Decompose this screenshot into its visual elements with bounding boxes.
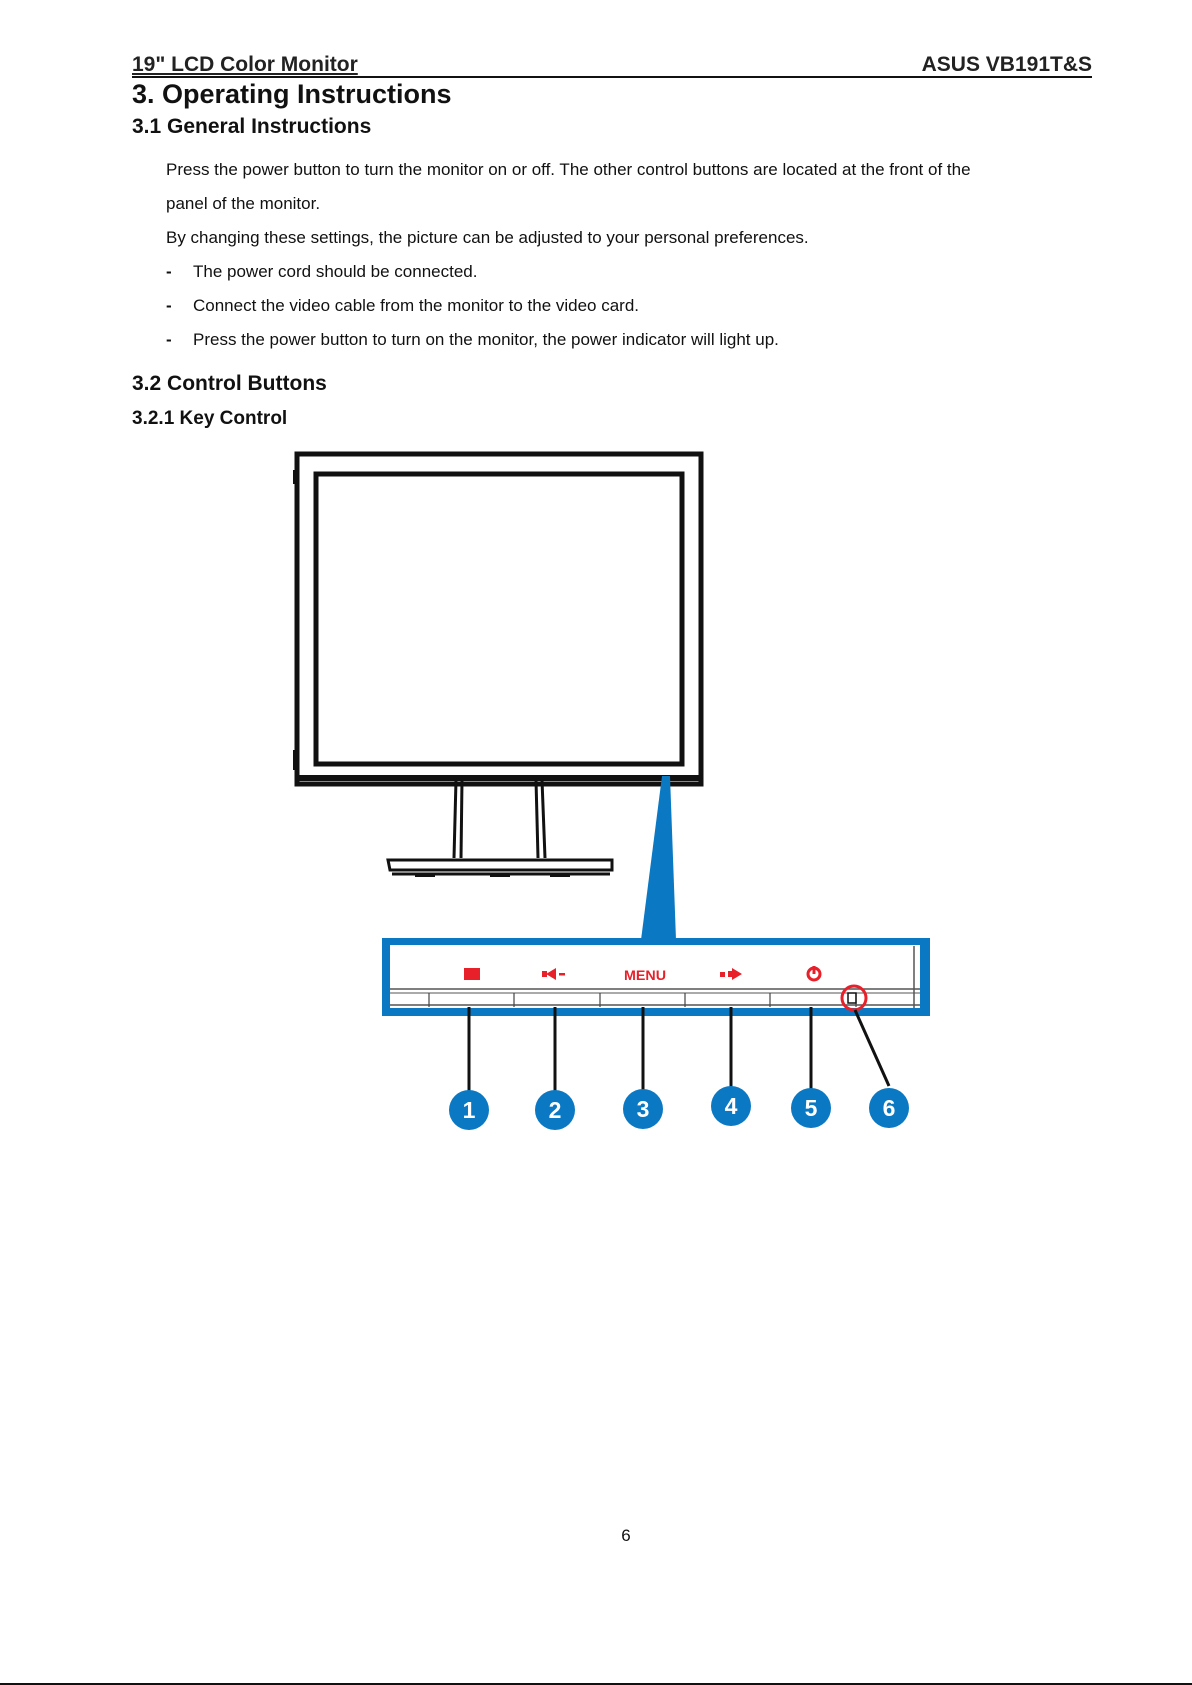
bullet-text: The power cord should be connected. bbox=[193, 262, 478, 281]
callout-5 bbox=[791, 1088, 831, 1128]
bullet-text: Press the power button to turn on the monitor, the power indicator will light up. bbox=[193, 330, 779, 349]
callout-6-number: 6 bbox=[882, 1095, 896, 1121]
bullet-marker: - bbox=[166, 262, 172, 281]
callout-3-number: 3 bbox=[636, 1096, 650, 1122]
general-para2: By changing these settings, the picture can be adjusted to your personal preferences. bbox=[166, 228, 809, 247]
monitor-stand bbox=[388, 780, 612, 877]
callout-2-number: 2 bbox=[548, 1097, 562, 1123]
bullet-marker: - bbox=[166, 330, 172, 349]
callout-2 bbox=[535, 1090, 575, 1130]
section-title: 3. Operating Instructions bbox=[132, 79, 452, 109]
picture-mode-icon bbox=[464, 968, 480, 980]
callout-4 bbox=[711, 1086, 751, 1126]
page-number: 6 bbox=[621, 1526, 631, 1545]
control-panel bbox=[382, 938, 930, 1016]
control-buttons-heading: 3.2 Control Buttons bbox=[132, 372, 327, 395]
bullet-text: Connect the video cable from the monitor to the video card. bbox=[193, 296, 640, 315]
callout-1 bbox=[449, 1090, 489, 1130]
callout-4-number: 4 bbox=[724, 1093, 738, 1119]
callout-5-number: 5 bbox=[804, 1095, 818, 1121]
callout-3 bbox=[623, 1089, 663, 1129]
key-control-heading: 3.2.1 Key Control bbox=[132, 408, 288, 429]
general-para-line1: Press the power button to turn the monitor on or off. The other control buttons are located at the front of the bbox=[166, 160, 971, 179]
page-header bbox=[132, 52, 1092, 78]
zoom-pointer bbox=[641, 776, 676, 940]
callout-leaders bbox=[469, 1007, 889, 1096]
bullet-marker: - bbox=[166, 296, 172, 315]
monitor-diagram bbox=[280, 440, 940, 1140]
general-instructions-heading: 3.1 General Instructions bbox=[132, 115, 372, 138]
callout-6 bbox=[869, 1088, 909, 1128]
general-para-line2: panel of the monitor. bbox=[166, 194, 321, 213]
menu-icon: MENU bbox=[624, 967, 666, 983]
callout-1-number: 1 bbox=[462, 1097, 476, 1123]
monitor-screen bbox=[316, 474, 682, 764]
header-product: 19" LCD Color Monitor bbox=[132, 53, 358, 76]
monitor-illustration bbox=[293, 454, 701, 877]
header-model: ASUS VB191T&S bbox=[921, 53, 1092, 76]
